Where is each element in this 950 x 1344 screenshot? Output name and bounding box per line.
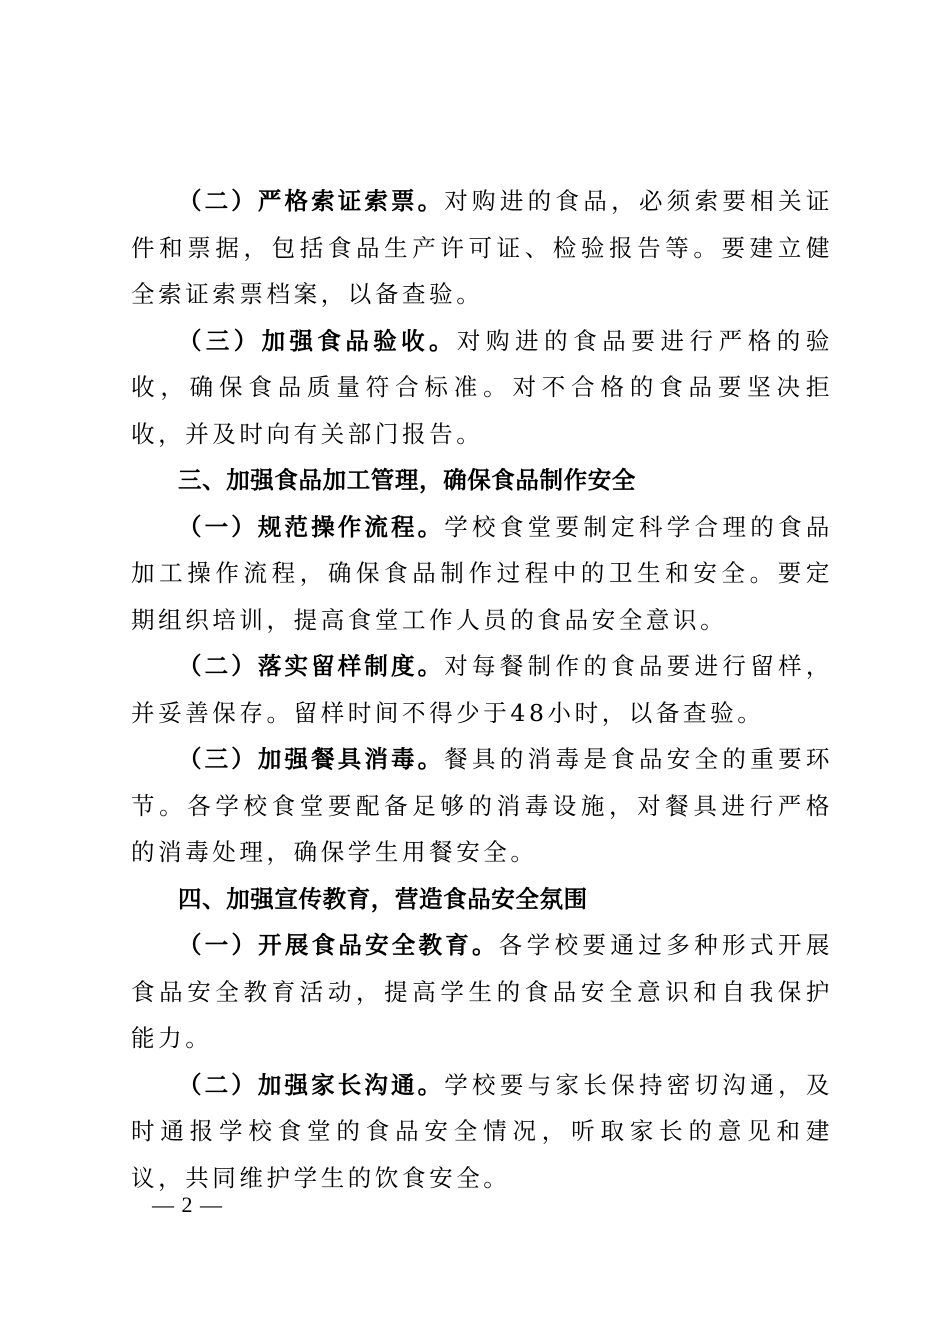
paragraph-text: 学校要与家长保持密切沟通，及时通报学校食堂的食品安全情况，听取家长的意见和建议，共同维护学生的饮食安全。 [131, 1070, 833, 1192]
paragraph-text: 餐具的消毒是食品安全的重要环节。各学校食堂要配备足够的消毒设施，对餐具进行严格的消毒处理，确保学生用餐安全。 [131, 745, 833, 866]
section-heading-3: 三、加强食品加工管理，确保食品制作安全 [178, 466, 636, 494]
paragraph-sample-retention [131, 643, 833, 736]
paragraph-food-acceptance [131, 318, 833, 458]
paragraph-text: 学校食堂要制定科学合理的食品加工操作流程，确保食品制作过程中的卫生和安全。要定期组织培训，提高食堂工作人员的食品安全意识。 [131, 512, 833, 634]
paragraph-parent-communication [131, 1062, 833, 1202]
paragraph-lead: （一）开展食品安全教育。 [178, 931, 499, 959]
paragraph-text: 各学校要通过多种形式开展食品安全教育活动，提高学生的食品安全意识和自我保护能力。 [131, 931, 833, 1052]
paragraph-lead: （三）加强餐具消毒。 [178, 745, 445, 773]
paragraph-lead: （一）规范操作流程。 [178, 512, 445, 541]
paragraph-lead: （三）加强食品验收。 [178, 326, 457, 355]
paragraph-lead: （二）严格索证索票。 [178, 187, 445, 215]
paragraph-lead: （二）加强家长沟通。 [178, 1070, 445, 1099]
paragraph-operation-process [131, 504, 833, 644]
paragraph-text: 对每餐制作的食品要进行留样，并妥善保存。留样时间不得少于48小时，以备查验。 [131, 652, 833, 727]
paragraph-tableware-disinfection [131, 736, 833, 876]
paragraph-text: 对购进的食品，必须索要相关证件和票据，包括食品生产许可证、检验报告等。要建立健全索证索票档案，以备查验。 [131, 187, 833, 308]
document-body [131, 178, 833, 1201]
paragraph-text: 对购进的食品要进行严格的验收，确保食品质量符合标准。对不合格的食品要坚决拒收，并及时向有关部门报告。 [131, 326, 833, 448]
paragraph-lead: （二）落实留样制度。 [178, 652, 445, 680]
paragraph-verify-certificates [131, 178, 833, 318]
page-number: — 2 — [152, 1192, 223, 1217]
paragraph-safety-education [131, 922, 833, 1062]
section-heading-4: 四、加强宣传教育，营造食品安全氛围 [178, 884, 588, 913]
